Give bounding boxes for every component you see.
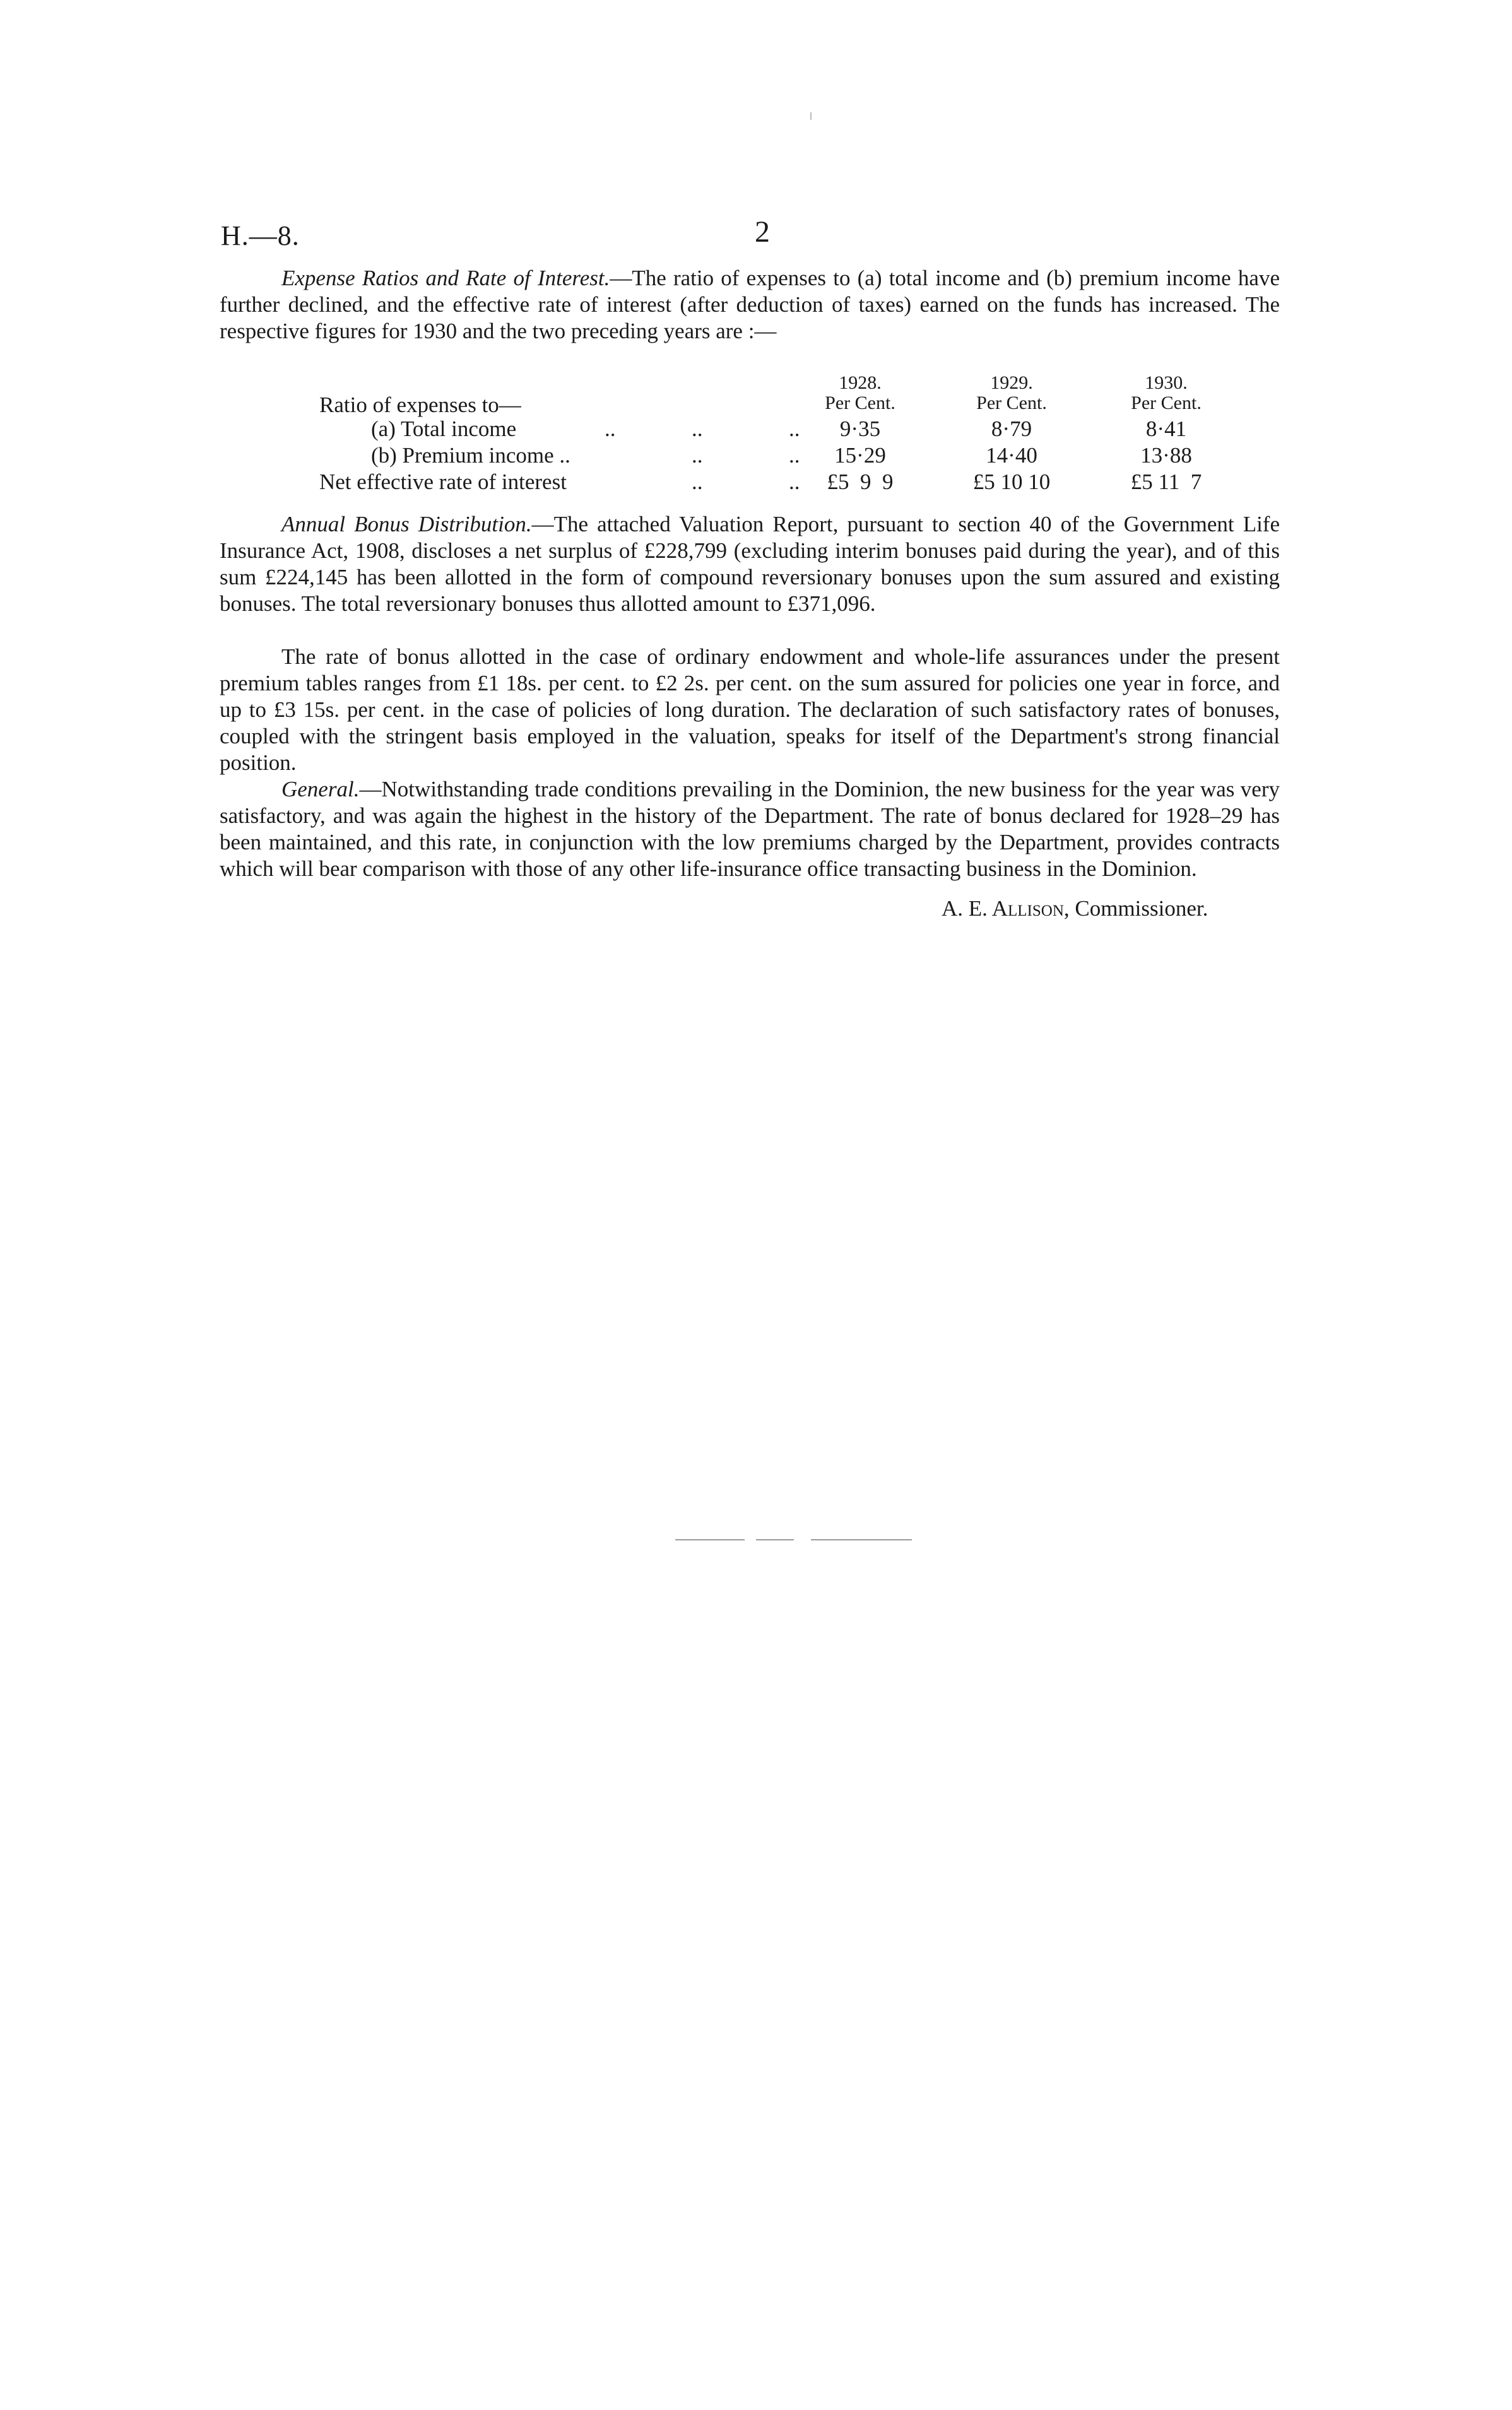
table-cell: £5 9 9 [827,470,894,494]
paragraph-general [220,776,1280,882]
unit-header: Per Cent. [825,393,895,413]
table-cell: 13·88 [1140,443,1192,468]
leader-dots: .. [789,443,800,468]
year-header: 1929. [990,372,1033,393]
leader-dots: .. [692,470,703,494]
signatory-title: , Commissioner. [1063,896,1208,921]
unit-header: Per Cent. [976,393,1047,413]
table-cell: 14·40 [986,443,1037,468]
paragraph-text: The rate of bonus allotted in the case of ordinary endowment and whole-life assurances under the present premium tables ranges from £1 18s. per cent. to £2 2s. per cent. on the sum assured for policies one year in force, and up to £3 15s. per cent. in the case of policies of long duration. The declaration of such satisfactory rates of bonuses, coupled with the stringent basis employed in the valuation, speaks for itself of the Department's strong financial position. [220,644,1280,775]
closing-rule [811,1539,912,1540]
year-header: 1928. [839,372,882,393]
leader-dots: .. [605,416,616,441]
year-header: 1930. [1145,372,1188,393]
paragraph-text: —The ratio of expenses to (a) total income and (b) premium income have further declined, and the effective rate of interest (after deduction of taxes) earned on the funds has increased. The respective figures for 1930 and the two preceding years are :— [220,266,1280,343]
paragraph-bonus-rate [220,644,1280,776]
table-cell: 9·35 [839,416,881,441]
page-number: 2 [755,215,770,249]
paragraph-heading: Expense Ratios and Rate of Interest. [281,266,610,290]
row-label: Net effective rate of interest [319,470,567,494]
paragraph-text: —Notwithstanding trade conditions prevailing in the Dominion, the new business for the year was very satisfactory, and was again the highest in the history of the Department. The rate of bonus declared for 1928–29 has been maintained, and this rate, in conjunction with the low premiums charged by the Department, provides contracts which will bear comparison with those of any other life-insurance office transacting business in the Dominion. [220,777,1280,881]
leader-dots: .. [789,416,800,441]
scan-mark [810,112,812,120]
leader-dots: .. [692,443,703,468]
row-label: (a) Total income [371,416,517,441]
signature-block [942,896,1208,921]
table-cell: 8·41 [1145,416,1187,441]
leader-dots: .. [692,416,703,441]
paragraph-expense-ratios [220,265,1280,345]
paragraph-text: —The attached Valuation Report, pursuant to section 40 of the Government Life Insurance Act, 1908, discloses a net surplus of £228,799 (excluding interim bonuses paid during the year), and of this sum £224,145 has been allotted in the form of compound reversionary bonuses upon the sum assured and existing bonuses. The total reversionary bonuses thus allotted amount to £371,096. [220,512,1280,616]
row-label: Ratio of expenses to— [319,393,521,417]
closing-rule [675,1539,745,1540]
table-row [220,416,1292,443]
table-cell: £5 10 10 [972,470,1051,494]
table-row [220,443,1292,470]
table-row [220,393,1292,419]
table-cell: £5 11 7 [1130,470,1202,494]
leader-dots: .. [789,470,800,494]
document-reference: H.—8. [221,220,300,251]
unit-header: Per Cent. [1131,393,1202,413]
table-row [220,470,1292,496]
table-cell: 15·29 [834,443,886,468]
paragraph-heading: Annual Bonus Distribution. [281,512,532,536]
table-cell: 8·79 [991,416,1032,441]
closing-rule [756,1539,794,1540]
row-label: (b) Premium income .. [371,443,570,468]
paragraph-heading: General. [281,777,360,801]
signatory-name: A. E. Allison [942,896,1064,921]
paragraph-bonus-distribution [220,511,1280,617]
